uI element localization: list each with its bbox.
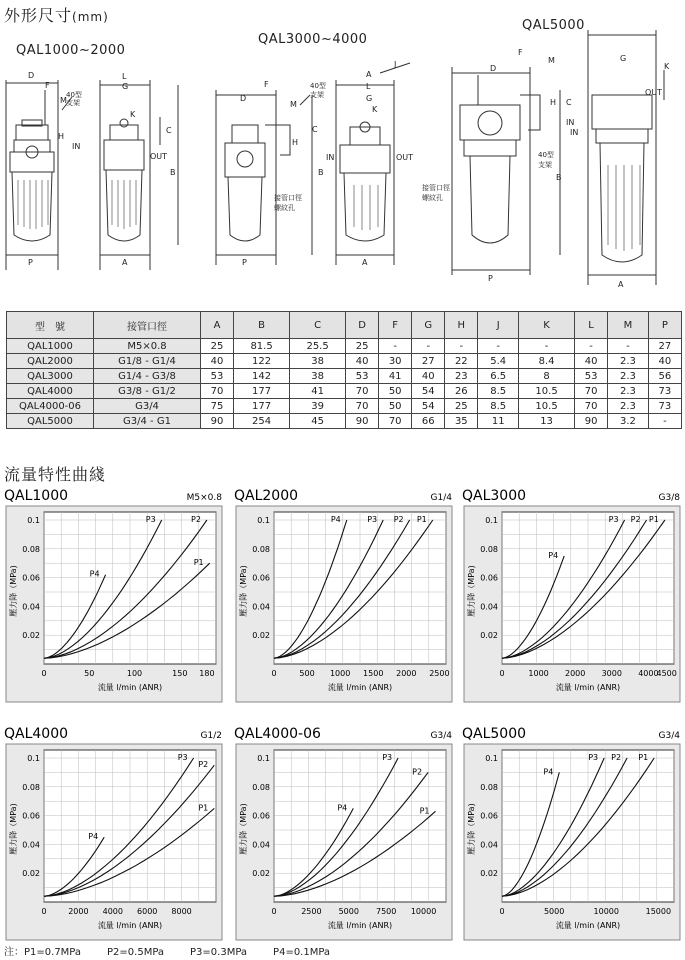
spec-table: [6, 311, 682, 429]
table-cell-model: QAL3000: [7, 369, 94, 384]
y-axis-label: 壓力降（MPa): [467, 803, 476, 855]
y-tick-label: 0.08: [252, 782, 270, 792]
series-label-p3: P3: [177, 753, 188, 762]
x-tick-label: 6000: [137, 907, 158, 916]
table-cell: 70: [346, 384, 379, 399]
svg-text:40型: 40型: [538, 151, 554, 159]
svg-text:M: M: [60, 96, 67, 105]
table-row: [7, 399, 682, 414]
y-tick-label: 0.06: [252, 573, 270, 583]
table-cell-model: QAL2000: [7, 354, 94, 369]
table-cell: 142: [234, 369, 290, 384]
table-cell: 25: [346, 339, 379, 354]
series-label-p1: P1: [648, 515, 659, 524]
table-cell: 122: [234, 354, 290, 369]
table-header: J: [478, 312, 519, 339]
section-title-flow: 流量特性曲綫: [4, 465, 107, 484]
y-tick-label: 0.08: [480, 544, 498, 554]
table-cell: 3.2: [608, 414, 649, 429]
table-cell: 23: [445, 369, 478, 384]
table-cell: 2.3: [608, 399, 649, 414]
table-cell: 53: [201, 369, 234, 384]
table-cell: 70: [575, 399, 608, 414]
table-header: 接管口徑: [94, 312, 201, 339]
series-label-p2: P2: [630, 515, 641, 524]
y-tick-label: 0.08: [480, 782, 498, 792]
x-tick-label: 15000: [645, 907, 672, 916]
series-label-p4: P4: [548, 551, 559, 560]
svg-text:OUT: OUT: [645, 88, 663, 97]
table-cell: -: [478, 339, 519, 354]
table-body: [7, 339, 682, 429]
table-cell: 41: [379, 369, 412, 384]
x-tick-label: 1500: [363, 669, 384, 678]
x-tick-label: 0: [499, 669, 505, 678]
x-tick-label: 2500: [429, 669, 450, 678]
y-tick-label: 0.1: [27, 754, 40, 763]
table-cell: 40: [412, 369, 445, 384]
y-tick-label: 0.08: [252, 544, 270, 554]
table-cell: -: [575, 339, 608, 354]
table-cell-model: QAL4000-06: [7, 399, 94, 414]
table-cell: 50: [379, 399, 412, 414]
svg-text:H: H: [58, 132, 65, 141]
footnote-item: P3=0.3MPa: [190, 947, 248, 958]
x-tick-label: 0: [499, 907, 505, 916]
y-tick-label: 0.06: [22, 811, 40, 821]
y-axis-label: 壓力降（MPa): [9, 565, 18, 617]
svg-text:接管口徑: 接管口徑: [422, 184, 450, 192]
chart-svg: [4, 724, 224, 942]
svg-text:A: A: [618, 280, 624, 289]
table-cell: 25.5: [290, 339, 346, 354]
table-cell: -: [379, 339, 412, 354]
table-header: B: [234, 312, 290, 339]
footnote: [4, 943, 356, 958]
table-cell: 2.3: [608, 384, 649, 399]
y-tick-label: 0.1: [485, 516, 498, 525]
table-cell: 11: [478, 414, 519, 429]
series-label-p2: P2: [412, 767, 423, 777]
table-cell: 13: [519, 414, 575, 429]
table-cell: 10.5: [519, 399, 575, 414]
chart-svg: [462, 486, 682, 704]
svg-text:F: F: [264, 80, 269, 89]
flow-chart-1: [4, 486, 224, 708]
y-tick-label: 0.06: [252, 811, 270, 821]
y-tick-label: 0.06: [480, 811, 498, 821]
svg-text:IN: IN: [72, 142, 81, 151]
table-row: [7, 339, 682, 354]
table-cell: G1/4 - G3/8: [94, 369, 201, 384]
series-label-p3: P3: [367, 515, 378, 524]
svg-text:P: P: [242, 258, 247, 267]
svg-text:40型: 40型: [66, 91, 82, 99]
series-label-p1: P1: [419, 806, 430, 816]
table-cell: 22: [445, 354, 478, 369]
chart-port: G3/8: [658, 493, 680, 503]
footnote-item: P1=0.7MPa: [24, 947, 82, 958]
svg-text:K: K: [372, 105, 378, 114]
y-axis-label: 壓力降（MPa): [239, 803, 248, 855]
series-label-p2: P2: [198, 760, 209, 770]
table-cell: 54: [412, 399, 445, 414]
qal3000-side-view: [312, 63, 410, 265]
table-cell: 81.5: [234, 339, 290, 354]
footnote-item: P4=0.1MPa: [273, 947, 331, 958]
table-cell: 90: [201, 414, 234, 429]
series-label-p2: P2: [611, 753, 622, 762]
x-tick-label: 3000: [601, 669, 622, 678]
y-axis-label: 壓力降（MPa): [467, 565, 476, 617]
y-tick-label: 0.02: [252, 869, 270, 879]
table-row: [7, 369, 682, 384]
x-tick-label: 4000: [102, 907, 123, 916]
svg-text:H: H: [550, 98, 557, 107]
svg-text:C: C: [166, 126, 172, 135]
x-tick-label: 0: [41, 669, 47, 678]
table-row: [7, 414, 682, 429]
series-label-p4: P4: [330, 515, 341, 524]
table-cell: -: [412, 339, 445, 354]
svg-text:A: A: [362, 258, 368, 267]
y-tick-label: 0.02: [480, 869, 498, 879]
table-header: M: [608, 312, 649, 339]
y-tick-label: 0.1: [27, 516, 40, 525]
y-tick-label: 0.08: [22, 782, 40, 792]
series-label-p1: P1: [193, 558, 204, 568]
chart-svg: [234, 486, 454, 704]
chart-port: G1/4: [430, 493, 452, 503]
y-tick-label: 0.04: [252, 840, 270, 850]
series-label-p4: P4: [88, 832, 99, 842]
table-cell: 8.5: [478, 399, 519, 414]
series-label-p4: P4: [89, 569, 100, 579]
chart-title: QAL5000: [462, 726, 527, 742]
svg-text:G: G: [620, 54, 627, 63]
chart-title: QAL4000: [4, 726, 69, 742]
table-cell: 27: [648, 339, 681, 354]
svg-text:K: K: [130, 110, 136, 119]
x-tick-label: 4000: [638, 669, 659, 678]
footnote-prefix: 注：: [4, 947, 24, 958]
table-cell: 38: [290, 369, 346, 384]
series-label-p3: P3: [382, 753, 393, 762]
table-cell: 39: [290, 399, 346, 414]
x-tick-label: 500: [299, 669, 315, 678]
chart-svg: [4, 486, 224, 704]
table-cell: 27: [412, 354, 445, 369]
chart-title: QAL3000: [462, 488, 527, 504]
svg-text:支架: 支架: [66, 99, 80, 107]
table-header: C: [290, 312, 346, 339]
svg-text:40型: 40型: [310, 82, 326, 90]
table-cell: 54: [412, 384, 445, 399]
x-tick-label: 5000: [338, 907, 359, 916]
svg-text:L: L: [366, 82, 371, 91]
chart-title: QAL4000-06: [234, 726, 321, 742]
table-cell: 53: [346, 369, 379, 384]
x-tick-label: 0: [41, 907, 47, 916]
series-label-p1: P1: [638, 753, 649, 762]
table-cell: 2.3: [608, 354, 649, 369]
svg-text:B: B: [170, 168, 176, 177]
table-header: D: [346, 312, 379, 339]
x-axis-label: 流量 l/min (ANR): [97, 683, 163, 692]
x-axis-label: 流量 l/min (ANR): [327, 683, 393, 692]
table-cell: G3/8 - G1/2: [94, 384, 201, 399]
x-tick-label: 8000: [171, 907, 192, 916]
svg-text:P: P: [488, 274, 493, 283]
table-cell: 41: [290, 384, 346, 399]
qal5000-front-view: [452, 67, 540, 275]
table-cell: 5.4: [478, 354, 519, 369]
table-cell: 50: [379, 384, 412, 399]
table-cell: -: [519, 339, 575, 354]
y-tick-label: 0.04: [22, 602, 40, 612]
table-cell: -: [608, 339, 649, 354]
table-cell: 35: [445, 414, 478, 429]
y-tick-label: 0.02: [252, 631, 270, 641]
series-label-p2: P2: [191, 515, 201, 524]
x-tick-label: 180: [199, 669, 215, 678]
qal5000-side-view: [560, 30, 664, 285]
y-tick-label: 0.04: [480, 840, 498, 850]
x-tick-label: 1000: [528, 669, 549, 678]
x-tick-label: 5000: [543, 907, 565, 916]
svg-text:P: P: [28, 258, 33, 267]
x-axis-label: 流量 l/min (ANR): [327, 921, 393, 930]
chart-port: G3/4: [658, 731, 680, 741]
svg-text:OUT: OUT: [150, 152, 168, 161]
table-header: A: [201, 312, 234, 339]
series-label-p3: P3: [608, 515, 619, 524]
table-cell: 73: [648, 399, 681, 414]
svg-text:K: K: [664, 62, 670, 71]
chart-port: G3/4: [430, 731, 452, 741]
svg-text:G: G: [366, 94, 373, 103]
table-header: F: [379, 312, 412, 339]
table-cell: 45: [290, 414, 346, 429]
svg-text:A: A: [366, 70, 372, 79]
table-cell: 90: [575, 414, 608, 429]
x-axis-label: 流量 l/min (ANR): [555, 921, 621, 930]
table-cell: -: [648, 414, 681, 429]
table-cell: 177: [234, 384, 290, 399]
table-row: [7, 384, 682, 399]
svg-text:C: C: [566, 98, 572, 107]
chart-port: M5×0.8: [186, 493, 222, 503]
table-cell: 53: [575, 369, 608, 384]
svg-text:接管口徑: 接管口徑: [274, 194, 302, 202]
table-cell: G1/8 - G1/4: [94, 354, 201, 369]
svg-text:螺紋孔: 螺紋孔: [422, 194, 443, 202]
svg-text:L: L: [122, 72, 127, 81]
x-tick-label: 1000: [329, 669, 351, 678]
table-cell: 75: [201, 399, 234, 414]
table-cell: 2.3: [608, 369, 649, 384]
svg-text:支架: 支架: [538, 161, 552, 169]
table-cell: 70: [346, 399, 379, 414]
table-cell: 26: [445, 384, 478, 399]
flow-chart-6: [462, 724, 682, 946]
series-label-p2: P2: [393, 515, 404, 524]
x-tick-label: 2000: [68, 907, 89, 916]
svg-text:B: B: [318, 168, 324, 177]
table-cell: 177: [234, 399, 290, 414]
y-tick-label: 0.04: [480, 602, 498, 612]
table-cell: 254: [234, 414, 290, 429]
qal1000-front-view: [6, 80, 72, 270]
x-tick-label: 50: [84, 669, 95, 678]
table-header: L: [575, 312, 608, 339]
table-cell: M5×0.8: [94, 339, 201, 354]
y-tick-label: 0.02: [22, 631, 40, 641]
series-label-p1: P1: [198, 803, 209, 813]
y-tick-label: 0.02: [480, 631, 498, 641]
qal3000-front-view: [216, 90, 310, 265]
svg-text:C: C: [312, 125, 318, 134]
x-tick-label: 150: [172, 669, 188, 678]
table-cell: 70: [575, 384, 608, 399]
table-cell-model: QAL5000: [7, 414, 94, 429]
table-cell-model: QAL4000: [7, 384, 94, 399]
y-tick-label: 0.1: [485, 754, 498, 763]
table-cell: 10.5: [519, 384, 575, 399]
x-axis-label: 流量 l/min (ANR): [555, 683, 621, 692]
table-cell: 70: [379, 414, 412, 429]
svg-text:B: B: [556, 173, 562, 182]
flow-chart-4: [4, 724, 224, 946]
table-row: [7, 354, 682, 369]
drawing-label-qal3000-4000: QAL3000~4000: [258, 32, 368, 47]
svg-text:J: J: [394, 60, 397, 69]
table-cell: 38: [290, 354, 346, 369]
table-cell: G3/4 - G1: [94, 414, 201, 429]
table-cell: 40: [648, 354, 681, 369]
svg-text:M: M: [548, 56, 555, 65]
y-axis-label: 壓力降（MPa): [9, 803, 18, 855]
flow-chart-5: [234, 724, 454, 946]
x-tick-label: 2500: [301, 907, 322, 916]
svg-text:D: D: [490, 64, 497, 73]
y-axis-label: 壓力降（MPa): [239, 565, 248, 617]
svg-text:IN: IN: [326, 153, 335, 162]
qal1000-side-view: [100, 80, 178, 270]
svg-text:F: F: [45, 81, 50, 90]
y-tick-label: 0.04: [252, 602, 270, 612]
y-tick-label: 0.06: [22, 573, 40, 583]
chart-svg: [234, 724, 454, 942]
table-header: G: [412, 312, 445, 339]
table-cell: 40: [201, 354, 234, 369]
series-label-p3: P3: [145, 515, 156, 524]
table-cell: 40: [575, 354, 608, 369]
drawing-label-qal5000: QAL5000: [522, 18, 585, 33]
chart-title: QAL2000: [234, 488, 299, 504]
table-cell: -: [445, 339, 478, 354]
x-tick-label: 100: [126, 669, 143, 678]
svg-text:D: D: [28, 71, 35, 80]
svg-text:F: F: [518, 48, 523, 57]
table-cell: 25: [445, 399, 478, 414]
footnote-item: P2=0.5MPa: [107, 947, 165, 958]
svg-text:M: M: [290, 100, 297, 109]
y-tick-label: 0.1: [257, 516, 270, 525]
y-tick-label: 0.1: [257, 754, 270, 763]
svg-text:IN: IN: [566, 118, 575, 127]
table-header: P: [648, 312, 681, 339]
svg-text:支架: 支架: [310, 91, 324, 99]
series-label-p4: P4: [543, 767, 554, 777]
table-cell: 56: [648, 369, 681, 384]
y-tick-label: 0.02: [22, 869, 40, 879]
table-header-row: [7, 312, 682, 339]
table-cell: 40: [346, 354, 379, 369]
flow-chart-3: [462, 486, 682, 708]
table-cell: 70: [201, 384, 234, 399]
table-cell: 8.5: [478, 384, 519, 399]
series-label-p1: P1: [416, 515, 427, 524]
table-header: K: [519, 312, 575, 339]
svg-text:IN: IN: [570, 128, 579, 137]
page-title: 外形尺寸(mm): [4, 6, 109, 25]
x-tick-label: 2000: [565, 669, 586, 678]
y-tick-label: 0.04: [22, 840, 40, 850]
chart-title: QAL1000: [4, 488, 69, 504]
svg-text:D: D: [240, 94, 247, 103]
table-cell: 8.4: [519, 354, 575, 369]
svg-text:OUT: OUT: [396, 153, 414, 162]
table-cell: 25: [201, 339, 234, 354]
x-tick-label: 7500: [375, 907, 397, 916]
table-cell: 30: [379, 354, 412, 369]
x-tick-label: 4500: [656, 669, 677, 678]
svg-text:G: G: [122, 82, 129, 91]
table-cell-model: QAL1000: [7, 339, 94, 354]
svg-text:螺紋孔: 螺紋孔: [274, 204, 295, 212]
table-header: H: [445, 312, 478, 339]
table-cell: 6.5: [478, 369, 519, 384]
svg-text:A: A: [122, 258, 128, 267]
x-tick-label: 0: [271, 669, 277, 678]
table-cell: 90: [346, 414, 379, 429]
x-axis-label: 流量 l/min (ANR): [97, 921, 163, 930]
drawing-label-qal1000-2000: QAL1000~2000: [16, 43, 126, 58]
series-label-p3: P3: [588, 753, 599, 762]
y-tick-label: 0.08: [22, 544, 40, 554]
flow-chart-2: [234, 486, 454, 708]
table-cell: 73: [648, 384, 681, 399]
chart-port: G1/2: [200, 731, 222, 741]
series-label-p4: P4: [337, 803, 348, 813]
x-tick-label: 10000: [410, 907, 437, 916]
x-tick-label: 0: [271, 907, 277, 916]
table-header: 型 號: [7, 312, 94, 339]
svg-text:H: H: [292, 138, 299, 147]
x-tick-label: 2000: [396, 669, 417, 678]
table-cell: 66: [412, 414, 445, 429]
chart-svg: [462, 724, 682, 942]
x-tick-label: 10000: [593, 907, 619, 916]
y-tick-label: 0.06: [480, 573, 498, 583]
table-cell: G3/4: [94, 399, 201, 414]
table-cell: 8: [519, 369, 575, 384]
